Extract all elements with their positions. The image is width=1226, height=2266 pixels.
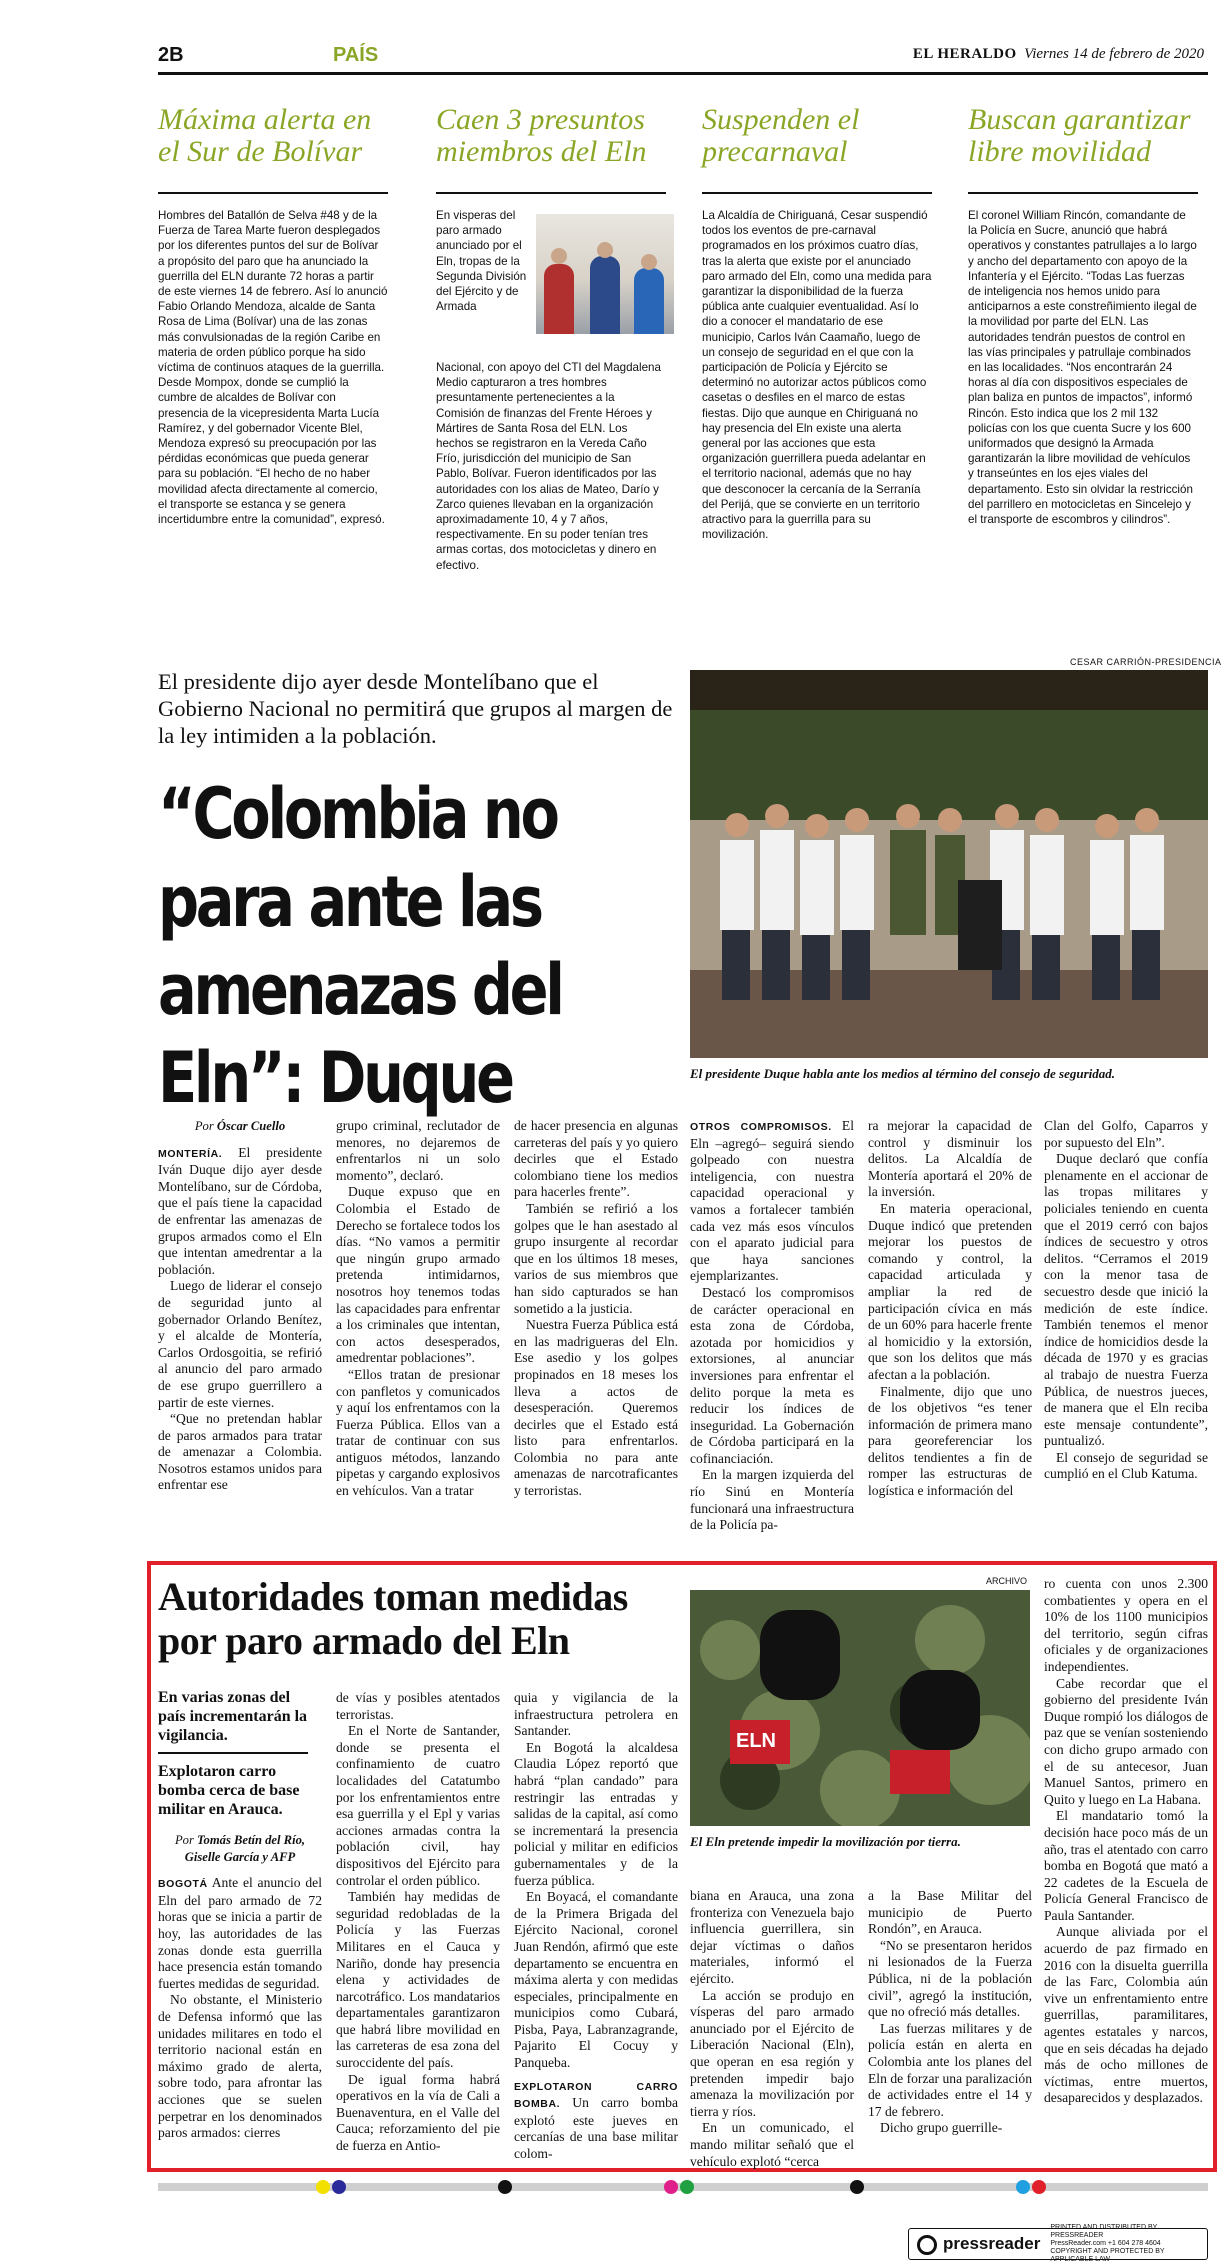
byline-author: Óscar Cuello — [216, 1119, 286, 1133]
main-col-2-para: Duque expuso que en Colombia el Estado de Derecho se fortalece todos los días. “No vamos a permitir que ningún grupo armado pretenda intimidarnos, nosotros hoy tenemos todas las capacidades para enfrentar a los criminales que intentan, con actos desesperados, amedrentar poblaciones”. — [336, 1184, 500, 1366]
publication-info — [913, 46, 1204, 63]
main-col-4 — [690, 1118, 854, 1534]
main-col-4-para: En la margen izquierda del río Sinú en Montería funcionará una infraestructura de la Policía pa- — [690, 1467, 854, 1533]
main-col-1 — [158, 1118, 322, 1494]
bottom-col-6-para: Aunque aliviada por el acuerdo de paz firmado en 2016 con la disuelta guerrilla de las Farc, Colombia aún vive un enfrentamiento entre guerrillas, paramilitares, agentes estatales y narcos, que en seis décadas ha dejado más de ocho millones de víctimas, entre muertos, desaparecidos y desplazados. — [1044, 1924, 1208, 2106]
brief-1-body: Hombres del Batallón de Selva #48 y de la Fuerza de Tarea Marte fueron desplegados por los diferentes puntos del sur de Bolívar a propósito del paro que ha anunciado la guerrilla del ELN durante 72 horas a partir de este viernes 14 de febrero. Así lo anunció Fabio Orlando Mendoza, alcalde de Santa Rosa de Lima (Bolívar) una de las zonas más convulsionadas de la región Caribe en materia de orden público porque ha sido víctima de continuos ataques de la guerrilla. Desde Mompox, donde se cumplió la cumbre de alcaldes de Bolívar con presencia de la vicepresidenta Marta Lucía Ramírez, y del gobernador Vicente Blel, Mendoza expresó su preocupación por las pérdidas económicas que pueda generar para su población. “El hecho de no haber movilidad afecta directamente al comercio, el transporte se estanca y se genera incertidumbre entre la comunidad”, expresó. — [158, 209, 388, 527]
page-number: 2B — [158, 44, 184, 66]
brief-3-body: La Alcaldía de Chiriguaná, Cesar suspendió todos los eventos de pre-carnaval programados en los próximos cuatro días, tras la alerta que existe por el anunciado paro armado del Eln, como una medida para garantizar la disponibilidad de la fuerza pública ante cualquier eventualidad. Así lo dio a conocer el mandatario de ese municipio, Carlos Iván Caamaño, luego de un consejo de seguridad en el que con la participación de Policía y Ejército se determinó no autorizar actos públicos como casetas o desfiles en el marco de estas fiestas. Dijo que aunque en Chiriguaná no hay presencia del Eln existe una alerta general por las acciones que esta organización guerrillera pueda adelantar en el territorio nacional, además que no hay que desconocer la cercanía de la Serranía del Perijá, que se convierte en un territorio atractivo para la guerrilla para su movilización. — [702, 209, 932, 542]
brief-2-body-narrow: En visperas del paro armado anunciado por el Eln, tropas de la Segunda División del Ejército y de Armada — [436, 209, 527, 314]
main-col-3-para: de hacer presencia en algunas carreteras del país y yo quiero decirles que el Estado colombiano tiene los medios para hacerles frente”. — [514, 1118, 678, 1200]
publication-date: Viernes 14 de febrero de 2020 — [1024, 46, 1204, 62]
main-col-1-para — [158, 1145, 322, 1279]
section-name[interactable]: PAÍS — [333, 44, 379, 66]
bottom-col-5-para: Dicho grupo guerrille- — [880, 2120, 1003, 2136]
eln-patch-text: ELN — [736, 1730, 776, 1752]
brief-2-rule — [436, 192, 666, 194]
photo-figure-head — [641, 254, 657, 270]
bottom-col-5-para: Las fuerzas militares y de policía están en alerta en Colombia ante los planes del Eln de forzar una paralización de actividades entre el 14 y 17 de febrero. — [868, 2020, 1032, 2119]
main-photo-caption: El presidente Duque habla ante los medios al término del consejo de seguridad. — [690, 1066, 1116, 1081]
main-col-6-para: Clan del Golfo, Caparros y por supuesto del Eln”. — [1044, 1118, 1208, 1150]
main-col-1-para: Luego de liderar el consejo de seguridad junto al gobernador Orlando Benítez, y el alcalde de Montería, Carlos Ordosgoitia, se refirió al anuncio del paro armado de ese grupo guerrillero a partir de este viernes. — [158, 1278, 322, 1410]
bottom-col-1-para: No obstante, el Ministerio de Defensa informó que las unidades militares en todo el territorio nacional están en máximo grado de alerta, sobre todo, para afrontar las acciones que se suelen perpetrar en los denominados paros armados: cierres — [158, 1992, 322, 2141]
brief-3-title: Suspenden el precarnaval — [702, 103, 860, 168]
main-col-3 — [514, 1118, 678, 1500]
main-deck: El presidente dijo ayer desde Montelíbano que el Gobierno Nacional no permitirá que grupos al margen de la ley intimiden a la población. — [158, 669, 673, 748]
registration-mark-red — [1032, 2180, 1046, 2194]
para-text: El Eln –agregó– seguirá siendo golpeado con nuestra inteligencia, con nuestra capacidad operacional y vamos a fortalecer también cada vez más esos vínculos con el aparato judicial para que haya sanciones ejemplarizantes. — [690, 1118, 854, 1284]
main-col-3-para: Nuestra Fuerza Pública está en las madrigueras del Eln. Ese asedio y los golpes propinados en 18 meses los lleva a actos de desesperación. Queremos decirles que el Estado está listo para enfrentarlos. Colombia no para ante amenazas de narcotraficantes y terroristas. — [514, 1317, 678, 1499]
bottom-col-5 — [868, 1888, 1032, 2137]
bottom-col-6-para: Cabe recordar que el gobierno del presidente Iván Duque rompió los diálogos de paz que se venían sosteniendo con dicho grupo armado con el de su antecesor, Juan Manuel Santos, primero en Quito y luego en La Habana. — [1044, 1675, 1208, 1807]
bottom-col-2-para: de vías y posibles atentados terroristas. — [336, 1690, 500, 1722]
bottom-photo-credit: ARCHIVO — [986, 1576, 1028, 1586]
main-col-5 — [868, 1118, 1032, 1500]
main-photo — [690, 670, 1208, 1058]
registration-mark-black — [850, 2180, 864, 2194]
bottom-col-4-para: La acción se produjo en vísperas del paro armado anunciado por el Ejército de Liberación Nacional (Eln), que operan en esa región y pretenden impedir bajo amenaza la movilización por tierra y ríos. — [690, 1987, 854, 2119]
photo-figure-head — [551, 248, 567, 264]
brief-4-title: Buscan garantizar libre movilidad — [968, 103, 1191, 168]
brief-1-title: Máxima alerta en el Sur de Bolívar — [158, 103, 372, 168]
main-byline — [158, 1118, 322, 1135]
bottom-col-6 — [1044, 1576, 1208, 2107]
main-col-1-para: “Que no pretendan hablar de paros armados para tratar de amenazar a Colombia. Nosotros estamos unidos para enfrentar ese — [158, 1411, 322, 1493]
main-col-2-para: grupo criminal, reclutador de menores, no dejaremos de enfrentarlos ni un solo momento”, declaró. — [336, 1118, 500, 1183]
byline-prefix: Por — [174, 1833, 194, 1847]
bottom-col-1-para — [158, 1875, 322, 1992]
bottom-col-2 — [336, 1690, 500, 2155]
main-col-3-para: También se refirió a los golpes que le han asestado al grupo insurgente al recordar que en los últimos 18 meses, varios de sus miembros que han sido capturados se han sometido a la justicia. — [514, 1200, 678, 1316]
bottom-photo-illustration — [690, 1590, 1030, 1826]
pressreader-line: PRINTED AND DISTRIBUTED BY PRESSREADER — [1050, 2224, 1158, 2239]
pressreader-line: PressReader.com +1 604 278 4604 — [1050, 2240, 1161, 2247]
pressreader-legal — [1050, 2224, 1207, 2264]
page-header — [158, 44, 1208, 74]
brief-3-rule — [702, 192, 932, 194]
byline-prefix: Por — [194, 1119, 214, 1133]
bottom-photo — [690, 1590, 1030, 1826]
bottom-photo-caption: El Eln pretende impedir la movilización por tierra. — [690, 1834, 961, 1849]
pressreader-line: COPYRIGHT AND PROTECTED BY APPLICABLE LAW — [1050, 2248, 1165, 2263]
photo-figure — [544, 264, 574, 334]
bottom-col-6-para: ro cuenta con unos 2.300 combatientes y opera en el 10% de los 1100 municipios del territorio, según cifras oficiales y de organizaciones independientes. — [1044, 1576, 1208, 1674]
bottom-col-2-para: En el Norte de Santander, donde se presenta el confinamiento de cuatro localidades del Catatumbo por los enfrentamientos entre esa guerrilla y el Epl y varias acciones armadas contra la población civil, hay dispositivos del Ejército para controlar el orden público. — [336, 1723, 500, 1888]
main-col-6-para: Duque declaró que confía plenamente en el accionar de las tropas militares y policiales teniendo en cuenta que el 2019 cerró con bajos índices de secuestro y otros delitos. “Cerramos el 2019 con la menor tasa de secuestro desde que inició la medición de este índice. También tenemos el menor índice de homicidios desde la década de 1970 y es gracias al trabajo de nuestra Fuerza Pública, de nuestros jueces, de manera que el Eln reciba este mensaje contundente”, puntualizó. — [1044, 1151, 1208, 1449]
bottom-col-4-para: biana en Arauca, una zona fronteriza con Venezuela bajo influencia guerrillera, sin dejar víctimas o daños materiales, informó el ejército. — [690, 1888, 854, 1986]
bottom-col-3 — [514, 1690, 678, 2163]
pressreader-badge[interactable] — [908, 2224, 1208, 2263]
pressreader-logo-icon — [917, 2235, 937, 2255]
para-text: El presidente Iván Duque dijo ayer desde Montelíbano, sur de Córdoba, que el país tiene la capacidad de enfrentar las amenazas de grupos armados como el Eln que intentan amedrentar a la población. — [158, 1144, 322, 1277]
main-col-5-para: En materia operacional, Duque indicó que pretenden mejorar los puestos de comando y control, la capacidad articulada y ampliar la red de participación cívica en más de un 60% para hacerle frente al homicidio y la extorsión, que son los delitos que más afectan a la población. — [868, 1200, 1032, 1382]
main-col-5-para: Finalmente, dijo que uno de los objetivos “es tener información de primera mano para georeferenciar los delitos tendientes a fin de romper las estructuras de logística e información del — [868, 1383, 1032, 1499]
subhead-kicker: EXPLOTARON CARRO BOMBA. — [514, 2080, 678, 2111]
header-rule — [158, 72, 1208, 75]
main-headline: “Colombia no para ante las amenazas del Eln”: Duque — [158, 773, 562, 1119]
para-text: Ante el anuncio del Eln del paro armado de 72 horas que se inicia a partir de hoy, las autoridades de las zonas donde esta guerrilla hace presencia están tomando fuertes medidas de seguridad. — [158, 1875, 322, 1991]
registration-mark-yellow — [316, 2180, 330, 2194]
brief-4-body: El coronel William Rincón, comandante de la Policía en Sucre, anunció que habrá operativos y constantes patrullajes a lo largo y ancho del departamento con apoyo de la Infantería y el Ejército. “Todas Las fuerzas de inteligencia nos hemos unido para anticiparnos a este constreñimiento ilegal de la movilidad por parte del ELN. Las autoridades tendrán puestos de control en las vías principales y patrullaje combinados en las localidades. “Nos encontrarán 24 horas al día con dispositivos especiales de plan baliza en puntos de impactos”, informó Rincón. Esto indica que los 2 mil 132 policías con los que cuenta Sucre y los 600 uniformados que designó la Armada garantizarán la libre movilidad de vehículos y transeúntes en los ejes viales del departamento. Esto sin olvidar la restricción del parrillero en motocicletas en Sincelejo y el transporte de escombros y cilindros”. — [968, 209, 1197, 527]
main-col-5-para: ra mejorar la capacidad de control y disminuir los delitos. La Alcaldía de Montería aportará el 20% de la inversión. — [868, 1118, 1032, 1200]
bottom-subhead-2: Explotaron carro bomba cerca de base militar en Arauca. — [158, 1763, 300, 1818]
main-photo-illustration — [690, 670, 1208, 1058]
bottom-byline — [158, 1832, 322, 1865]
dateline: MONTERÍA. — [158, 1147, 223, 1160]
bottom-col-5-para: a la Base Militar del municipio de Puerto Rondón”, en Arauca. — [868, 1888, 1032, 1937]
brief-2-body: Nacional, con apoyo del CTI del Magdalena Medio capturaron a tres hombres presuntamente pertenecientes a la Comisión de finanzas del Frente Héroes y Mártires de Santa Rosa del ELN. Los hechos se registraron en la Vereda Caño Frío, jurisdicción del municipio de San Pablo, Bolívar. Fueron identificados por las autoridades con los alias de Mateo, Darío y Zarco quienes llevaban en la organización aproximadamente 10, 4 y 7 años, respectivamente. En su poder tenían tres armas cortas, dos motocicletas y dinero en efectivo. — [436, 361, 661, 572]
byline-authors: Tomás Betín del Río, Giselle García y AFP — [184, 1833, 306, 1864]
main-col-6 — [1044, 1118, 1208, 1483]
brief-1-rule — [158, 192, 388, 194]
photo-figure — [590, 256, 620, 334]
registration-mark-cyan — [1016, 2180, 1030, 2194]
bottom-col-4 — [690, 1888, 854, 2170]
brief-2-title: Caen 3 presuntos miembros del Eln — [436, 103, 647, 168]
para-text: Un carro bomba explotó este jueves en cercanías de una base militar colom- — [514, 2095, 678, 2162]
brief-1 — [158, 104, 388, 527]
brief-2-photo — [536, 214, 674, 334]
registration-mark-blue — [332, 2180, 346, 2194]
pressreader-brand: pressreader — [943, 2234, 1041, 2253]
bottom-col-2-para: También hay medidas de seguridad redobladas de la Policía y las Fuerzas Militares en el Cauca y Nariño, donde hay presencia elena y actividades de narcotráfico. Los mandatarios departamentales garantizaron que habrá libre movilidad en las carreteras de esa zona del suroccidente del país. — [336, 1889, 500, 2071]
publication-name: EL HERALDO — [912, 46, 1017, 62]
bottom-col-2-para: De igual forma habrá operativos en la vía de Cali a Buenaventura, en el Valle del Cauca; reforzamiento del pie de fuerza en Antio- — [336, 2071, 500, 2154]
brief-3 — [702, 104, 932, 542]
bottom-col-6-para: El mandatario tomó la decisión hace poco más de un año, tras el atentado con carro bomba en Bogotá que mató a 22 cadetes de la Escuela de Policía General Francisco de Paula Santander. — [1044, 1808, 1208, 1923]
main-col-2-para: “Ellos tratan de presionar con panfletos y comunicados y aquí los enfrentamos con la Fuerza Pública. Ellos van a tratar de continuar con sus antiguos métodos, lanzando pipetas y cargando explosivos en vehículos. Van a tratar — [336, 1366, 500, 1499]
main-col-2 — [336, 1118, 500, 1500]
registration-mark-green — [680, 2180, 694, 2194]
photo-figure-head — [597, 242, 613, 258]
brief-4 — [968, 104, 1198, 527]
dateline: BOGOTÁ — [158, 1878, 208, 1891]
bottom-col-1 — [158, 1832, 322, 2142]
photo-figure — [634, 268, 664, 334]
main-photo-credit: CESAR CARRIÓN-PRESIDENCIA — [1070, 657, 1222, 667]
bottom-col-4-para: En un comunicado, el mando militar señaló que el vehículo explotó “cerca — [690, 2120, 854, 2169]
bottom-col-3-para — [514, 2078, 678, 2163]
bottom-headline: Autoridades toman medidas por paro armado del Eln — [158, 1574, 628, 1663]
brief-4-rule — [968, 192, 1198, 194]
bottom-col-3-para: En Boyacá, el comandante de la Primera Brigada del Ejército Nacional, coronel Juan Rendón, afirmó que este departamento se encuentra en máxima alerta y con medidas especiales, principalmente en municipios como Cubará, Pisba, Paya, Labranzagrande, Pajarito El Cocuy y Panqueba. — [514, 1889, 678, 2071]
brief-2 — [436, 104, 666, 573]
bottom-col-3-para: En Bogotá la alcaldesa Claudia López reportó que habrá “plan candado” para restringir las entradas y salidas de la capital, así como se incrementará la presencia policial y militar en edificios gubernamentales y de la fuerza pública. — [514, 1739, 678, 1888]
bottom-col-5-para: “No se presentaron heridos ni lesionados de la Fuerza Pública, ni de la población civil”, agregó la institución, que no ofreció más detalles. — [868, 1937, 1032, 2020]
registration-mark-magenta — [664, 2180, 678, 2194]
subhead-kicker: OTROS COMPROMISOS. — [690, 1121, 832, 1133]
main-col-4-para: Destacó los compromisos de carácter operacional en esta zona de Córdoba, azotada por homicidios y extorsiones, al anunciar inversiones para enfrentar el delito porque la meta es reducir los índices de inseguridad. La Gobernación de Córdoba participará en la cofinanciación. — [690, 1284, 854, 1466]
bottom-col-3-para: quia y vigilancia de la infraestructura petrolera en Santander. — [514, 1690, 678, 1739]
main-col-6-para: El consejo de seguridad se cumplió en el Club Katuma. — [1044, 1449, 1208, 1482]
subhead-rule — [158, 1752, 308, 1754]
bottom-subhead-1: En varias zonas del país incrementarán la vigilancia. — [158, 1689, 308, 1744]
registration-mark-black — [498, 2180, 512, 2194]
main-col-4-para — [690, 1118, 854, 1285]
